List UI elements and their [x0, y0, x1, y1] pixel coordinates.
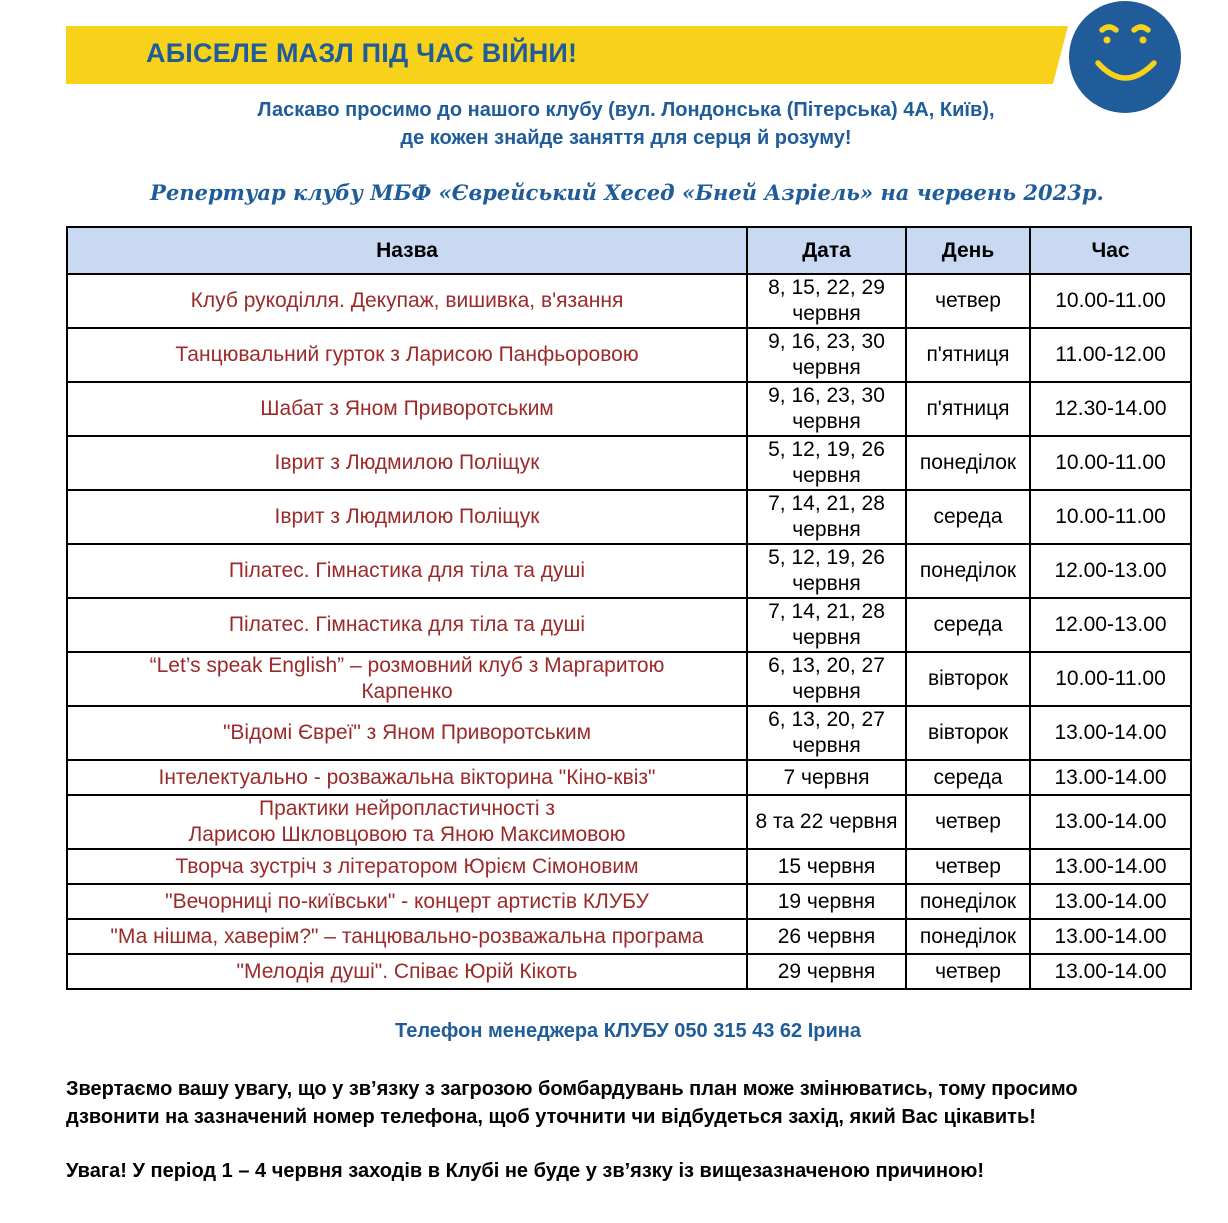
table-row	[67, 884, 1191, 919]
table-row	[67, 328, 1191, 382]
event-name: "Відомі Євреї" з Яном Приворотським	[67, 706, 747, 760]
column-header-name: Назва	[67, 227, 747, 274]
event-date-month: червня	[792, 572, 861, 595]
event-time: 12.00-13.00	[1030, 598, 1191, 652]
table-row	[67, 436, 1191, 490]
event-name: Шабат з Яном Приворотським	[67, 382, 747, 436]
event-time: 13.00-14.00	[1030, 760, 1191, 795]
table-row	[67, 382, 1191, 436]
event-date-days: 7, 14, 21, 28	[768, 600, 885, 623]
event-date	[747, 706, 906, 760]
event-date	[747, 598, 906, 652]
event-name: Інтелектуально - розважальна вікторина "Кіно-квіз"	[67, 760, 747, 795]
event-name: "Мелодія душі". Співає Юрій Кікоть	[67, 954, 747, 989]
event-time: 10.00-11.00	[1030, 436, 1191, 490]
event-time: 13.00-14.00	[1030, 795, 1191, 849]
event-date	[747, 382, 906, 436]
event-date-month: червня	[792, 518, 861, 541]
event-day: понеділок	[906, 919, 1030, 954]
table-row	[67, 598, 1191, 652]
event-name: "Ма нішма, хаверім?" – танцювально-розважальна програма	[67, 919, 747, 954]
table-row	[67, 795, 1191, 849]
event-time: 13.00-14.00	[1030, 849, 1191, 884]
event-date-days: 6, 13, 20, 27	[768, 654, 885, 677]
event-name: Пілатес. Гімнастика для тіла та душі	[67, 544, 747, 598]
column-header-date: Дата	[747, 227, 906, 274]
event-date	[747, 274, 906, 328]
event-date-days: 5, 12, 19, 26	[768, 438, 885, 461]
table-row	[67, 490, 1191, 544]
event-date-days: 8, 15, 22, 29	[768, 276, 885, 299]
event-date-days: 9, 16, 23, 30	[768, 330, 885, 353]
event-date-days: 9, 16, 23, 30	[768, 384, 885, 407]
event-day: п'ятниця	[906, 328, 1030, 382]
event-date	[747, 490, 906, 544]
event-day: вівторок	[906, 706, 1030, 760]
event-name: Іврит з Людмилою Поліщук	[67, 436, 747, 490]
event-date-month: червня	[792, 356, 861, 379]
event-day: понеділок	[906, 544, 1030, 598]
event-name: Іврит з Людмилою Поліщук	[67, 490, 747, 544]
event-name: Клуб рукоділля. Декупаж, вишивка, в'язання	[67, 274, 747, 328]
event-date: 8 та 22 червня	[747, 795, 906, 849]
table-header-row	[67, 227, 1191, 274]
table-row	[67, 652, 1191, 706]
table-row	[67, 706, 1191, 760]
event-name-line-1: Практики нейропластичності з	[259, 797, 555, 820]
repertoire-heading: Репертуар клубу МБФ «Єврейський Хесед «Бней Азріель» на червень 2023р.	[150, 180, 1104, 205]
event-day: четвер	[906, 849, 1030, 884]
event-date	[747, 652, 906, 706]
event-date-days: 6, 13, 20, 27	[768, 708, 885, 731]
intro-text	[0, 96, 1228, 152]
event-time: 13.00-14.00	[1030, 954, 1191, 989]
event-day: понеділок	[906, 884, 1030, 919]
page-title: АБІСЕЛЕ МАЗЛ ПІД ЧАС ВІЙНИ!	[146, 38, 578, 68]
event-time: 11.00-12.00	[1030, 328, 1191, 382]
notice-text	[66, 1075, 1196, 1131]
event-day: четвер	[906, 274, 1030, 328]
event-name: Творча зустріч з літератором Юрієм Сімоновим	[67, 849, 747, 884]
table-row	[67, 274, 1191, 328]
table-row	[67, 954, 1191, 989]
event-date: 7 червня	[747, 760, 906, 795]
event-name-line-1: “Let’s speak English” – розмовний клуб з Маргаритою	[149, 654, 665, 677]
table-row	[67, 760, 1191, 795]
event-day: середа	[906, 598, 1030, 652]
table-row	[67, 544, 1191, 598]
event-day: четвер	[906, 954, 1030, 989]
event-day: понеділок	[906, 436, 1030, 490]
event-name-line-2: Ларисою Шкловцовою та Яною Максимовою	[188, 823, 626, 846]
event-time: 12.30-14.00	[1030, 382, 1191, 436]
event-time: 13.00-14.00	[1030, 919, 1191, 954]
event-day: четвер	[906, 795, 1030, 849]
event-day: середа	[906, 760, 1030, 795]
event-time: 13.00-14.00	[1030, 706, 1191, 760]
event-name	[67, 652, 747, 706]
event-time: 12.00-13.00	[1030, 544, 1191, 598]
event-time: 10.00-11.00	[1030, 652, 1191, 706]
warning-text: Увага! У період 1 – 4 червня заходів в Клубі не буде у зв’язку із вищезазначеною причиною!	[66, 1160, 985, 1182]
manager-phone: Телефон менеджера КЛУБУ 050 315 43 62 Ірина	[394, 1020, 862, 1042]
event-day: середа	[906, 490, 1030, 544]
event-date-month: червня	[792, 464, 861, 487]
event-date	[747, 544, 906, 598]
schedule-table	[66, 226, 1192, 990]
event-name	[67, 795, 747, 849]
event-date-month: червня	[792, 410, 861, 433]
event-name-line-2: Карпенко	[361, 680, 453, 703]
event-date-days: 7, 14, 21, 28	[768, 492, 885, 515]
event-date: 19 червня	[747, 884, 906, 919]
table-row	[67, 849, 1191, 884]
event-date-month: червня	[792, 626, 861, 649]
event-date-days: 5, 12, 19, 26	[768, 546, 885, 569]
event-date-month: червня	[792, 680, 861, 703]
event-date-month: червня	[792, 302, 861, 325]
event-name: Пілатес. Гімнастика для тіла та душі	[67, 598, 747, 652]
table-row	[67, 919, 1191, 954]
event-name: Танцювальний гурток з Ларисою Панфьоровою	[67, 328, 747, 382]
event-day: вівторок	[906, 652, 1030, 706]
event-day: п'ятниця	[906, 382, 1030, 436]
event-date	[747, 436, 906, 490]
event-date: 29 червня	[747, 954, 906, 989]
notice-line-1: Звертаємо вашу увагу, що у зв’язку з загрозою бомбардувань план може змінюватись, тому просимо	[66, 1078, 1078, 1100]
event-time: 10.00-11.00	[1030, 490, 1191, 544]
column-header-time: Час	[1030, 227, 1191, 274]
column-header-day: День	[906, 227, 1030, 274]
event-date: 15 червня	[747, 849, 906, 884]
notice-line-2: дзвонити на зазначений номер телефона, щоб уточнити чи відбудеться захід, який Вас цікавить!	[66, 1106, 1036, 1128]
intro-line-1: Ласкаво просимо до нашого клубу (вул. Лондонська (Пітерська) 4А, Київ),	[257, 99, 995, 121]
event-date-month: червня	[792, 734, 861, 757]
event-time: 13.00-14.00	[1030, 884, 1191, 919]
event-name: "Вечорниці по-київськи" - концерт артистів КЛУБУ	[67, 884, 747, 919]
event-time: 10.00-11.00	[1030, 274, 1191, 328]
event-date	[747, 328, 906, 382]
event-date: 26 червня	[747, 919, 906, 954]
intro-line-2: де кожен знайде заняття для серця й розуму!	[400, 127, 852, 149]
